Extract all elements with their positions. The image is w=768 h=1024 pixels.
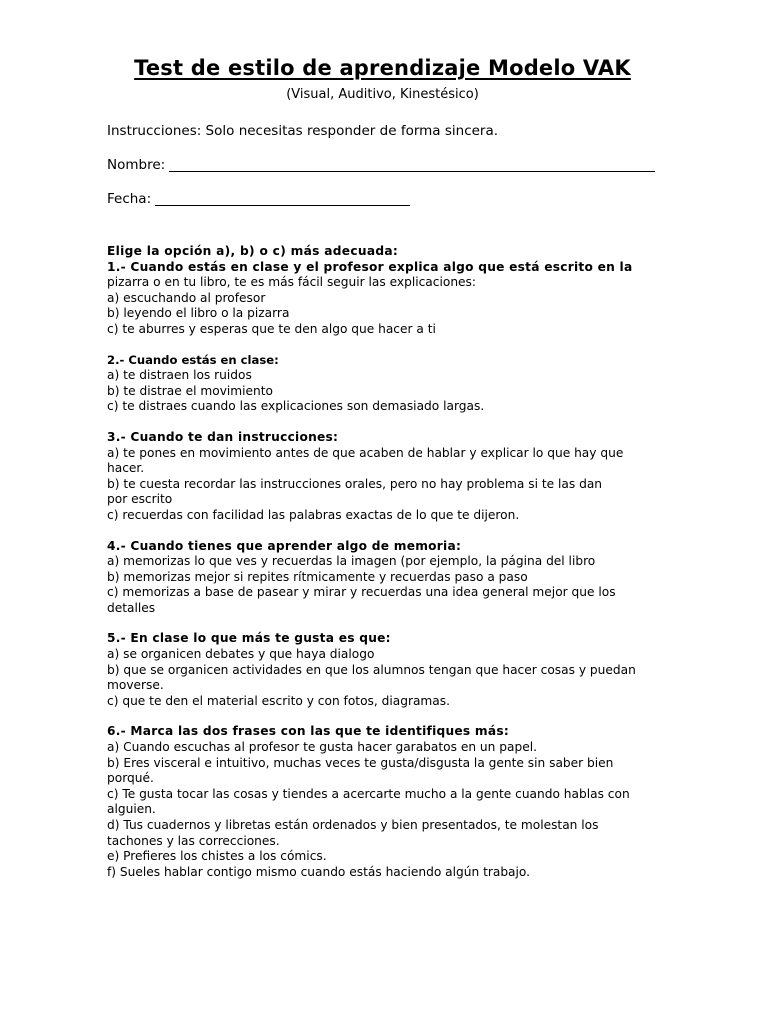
answer-option: a) memorizas lo que ves y recuerdas la imagen (por ejemplo, la página del libro	[107, 554, 596, 569]
answer-option: a) escuchando al profesor	[107, 290, 266, 305]
answer-option: b) te cuesta recordar las instrucciones orales, pero no hay problema si te las dan	[107, 476, 603, 491]
answer-option-continued: moverse.	[107, 678, 164, 693]
answer-option-continued: porqué.	[107, 771, 154, 786]
answer-option: c) Te gusta tocar las cosas y tiendes a acercarte mucho a la gente cuando hablas con	[107, 786, 630, 801]
question-4	[107, 539, 658, 617]
answer-option: f) Sueles hablar contigo mismo cuando estás haciendo algún trabajo.	[107, 864, 531, 879]
document-title: Test de estilo de aprendizaje Modelo VAK	[134, 56, 631, 80]
question-heading: 2.- Cuando estás en clase:	[107, 352, 279, 367]
answer-option: c) recuerdas con facilidad las palabras exactas de lo que te dijeron.	[107, 507, 520, 522]
answer-option-continued: por escrito	[107, 492, 173, 507]
name-field	[107, 156, 658, 174]
answer-option: a) Cuando escuchas al profesor te gusta hacer garabatos en un papel.	[107, 740, 537, 755]
question-2	[107, 353, 658, 415]
answer-option: b) leyendo el libro o la pizarra	[107, 306, 290, 321]
question-heading: 4.- Cuando tienes que aprender algo de memoria:	[107, 538, 462, 553]
question-5	[107, 631, 658, 709]
answer-option-continued: detalles	[107, 600, 156, 615]
answer-option: a) te pones en movimiento antes de que acaben de hablar y explicar lo que hay que	[107, 445, 624, 460]
answer-option: b) memorizas mejor si repites rítmicamente y recuerdas paso a paso	[107, 569, 528, 584]
answer-option-continued: hacer.	[107, 461, 145, 476]
question-heading: 1.- Cuando estás en clase y el profesor explica algo que está escrito en la	[107, 259, 633, 274]
answer-option: c) te distraes cuando las explicaciones son demasiado largas.	[107, 399, 485, 414]
answer-option: c) que te den el material escrito y con fotos, diagramas.	[107, 693, 450, 708]
answer-option: c) memorizas a base de pasear y mirar y recuerdas una idea general mejor que los	[107, 585, 616, 600]
date-label: Fecha:	[107, 191, 152, 207]
instructions-text: Instrucciones: Solo necesitas responder de forma sincera.	[107, 123, 499, 139]
question-3	[107, 430, 658, 524]
choose-prompt: Elige la opción a), b) o c) más adecuada:	[107, 244, 399, 258]
date-field	[107, 190, 658, 208]
answer-option: b) te distrae el movimiento	[107, 383, 274, 398]
question-6	[107, 724, 658, 880]
answer-option-continued: alguien.	[107, 802, 156, 817]
question-heading: 5.- En clase lo que más te gusta es que:	[107, 631, 391, 646]
question-heading-continued: pizarra o en tu libro, te es más fácil seguir las explicaciones:	[107, 275, 476, 290]
name-blank-line	[169, 157, 655, 172]
answer-option: c) te aburres y esperas que te den algo que hacer a ti	[107, 321, 436, 336]
question-heading: 6.- Marca las dos frases con las que te identifiques más:	[107, 724, 509, 739]
question-heading: 3.- Cuando te dan instrucciones:	[107, 429, 339, 444]
date-blank-line	[155, 191, 410, 206]
answer-option: d) Tus cuadernos y libretas están ordenados y bien presentados, te molestan los	[107, 818, 599, 832]
document-subtitle: (Visual, Auditivo, Kinestésico)	[286, 87, 479, 102]
answer-option: a) te distraen los ruidos	[107, 368, 252, 383]
answer-option: e) Prefieres los chistes a los cómics.	[107, 849, 327, 864]
name-label: Nombre:	[107, 157, 166, 173]
answer-option: b) que se organicen actividades en que los alumnos tengan que hacer cosas y puedan	[107, 662, 636, 677]
answer-option: b) Eres visceral e intuitivo, muchas veces te gusta/disgusta la gente sin saber bien	[107, 755, 614, 770]
answer-option-continued: tachones y las correcciones.	[107, 833, 280, 848]
answer-option: a) se organicen debates y que haya dialogo	[107, 647, 375, 662]
question-1	[107, 260, 658, 338]
